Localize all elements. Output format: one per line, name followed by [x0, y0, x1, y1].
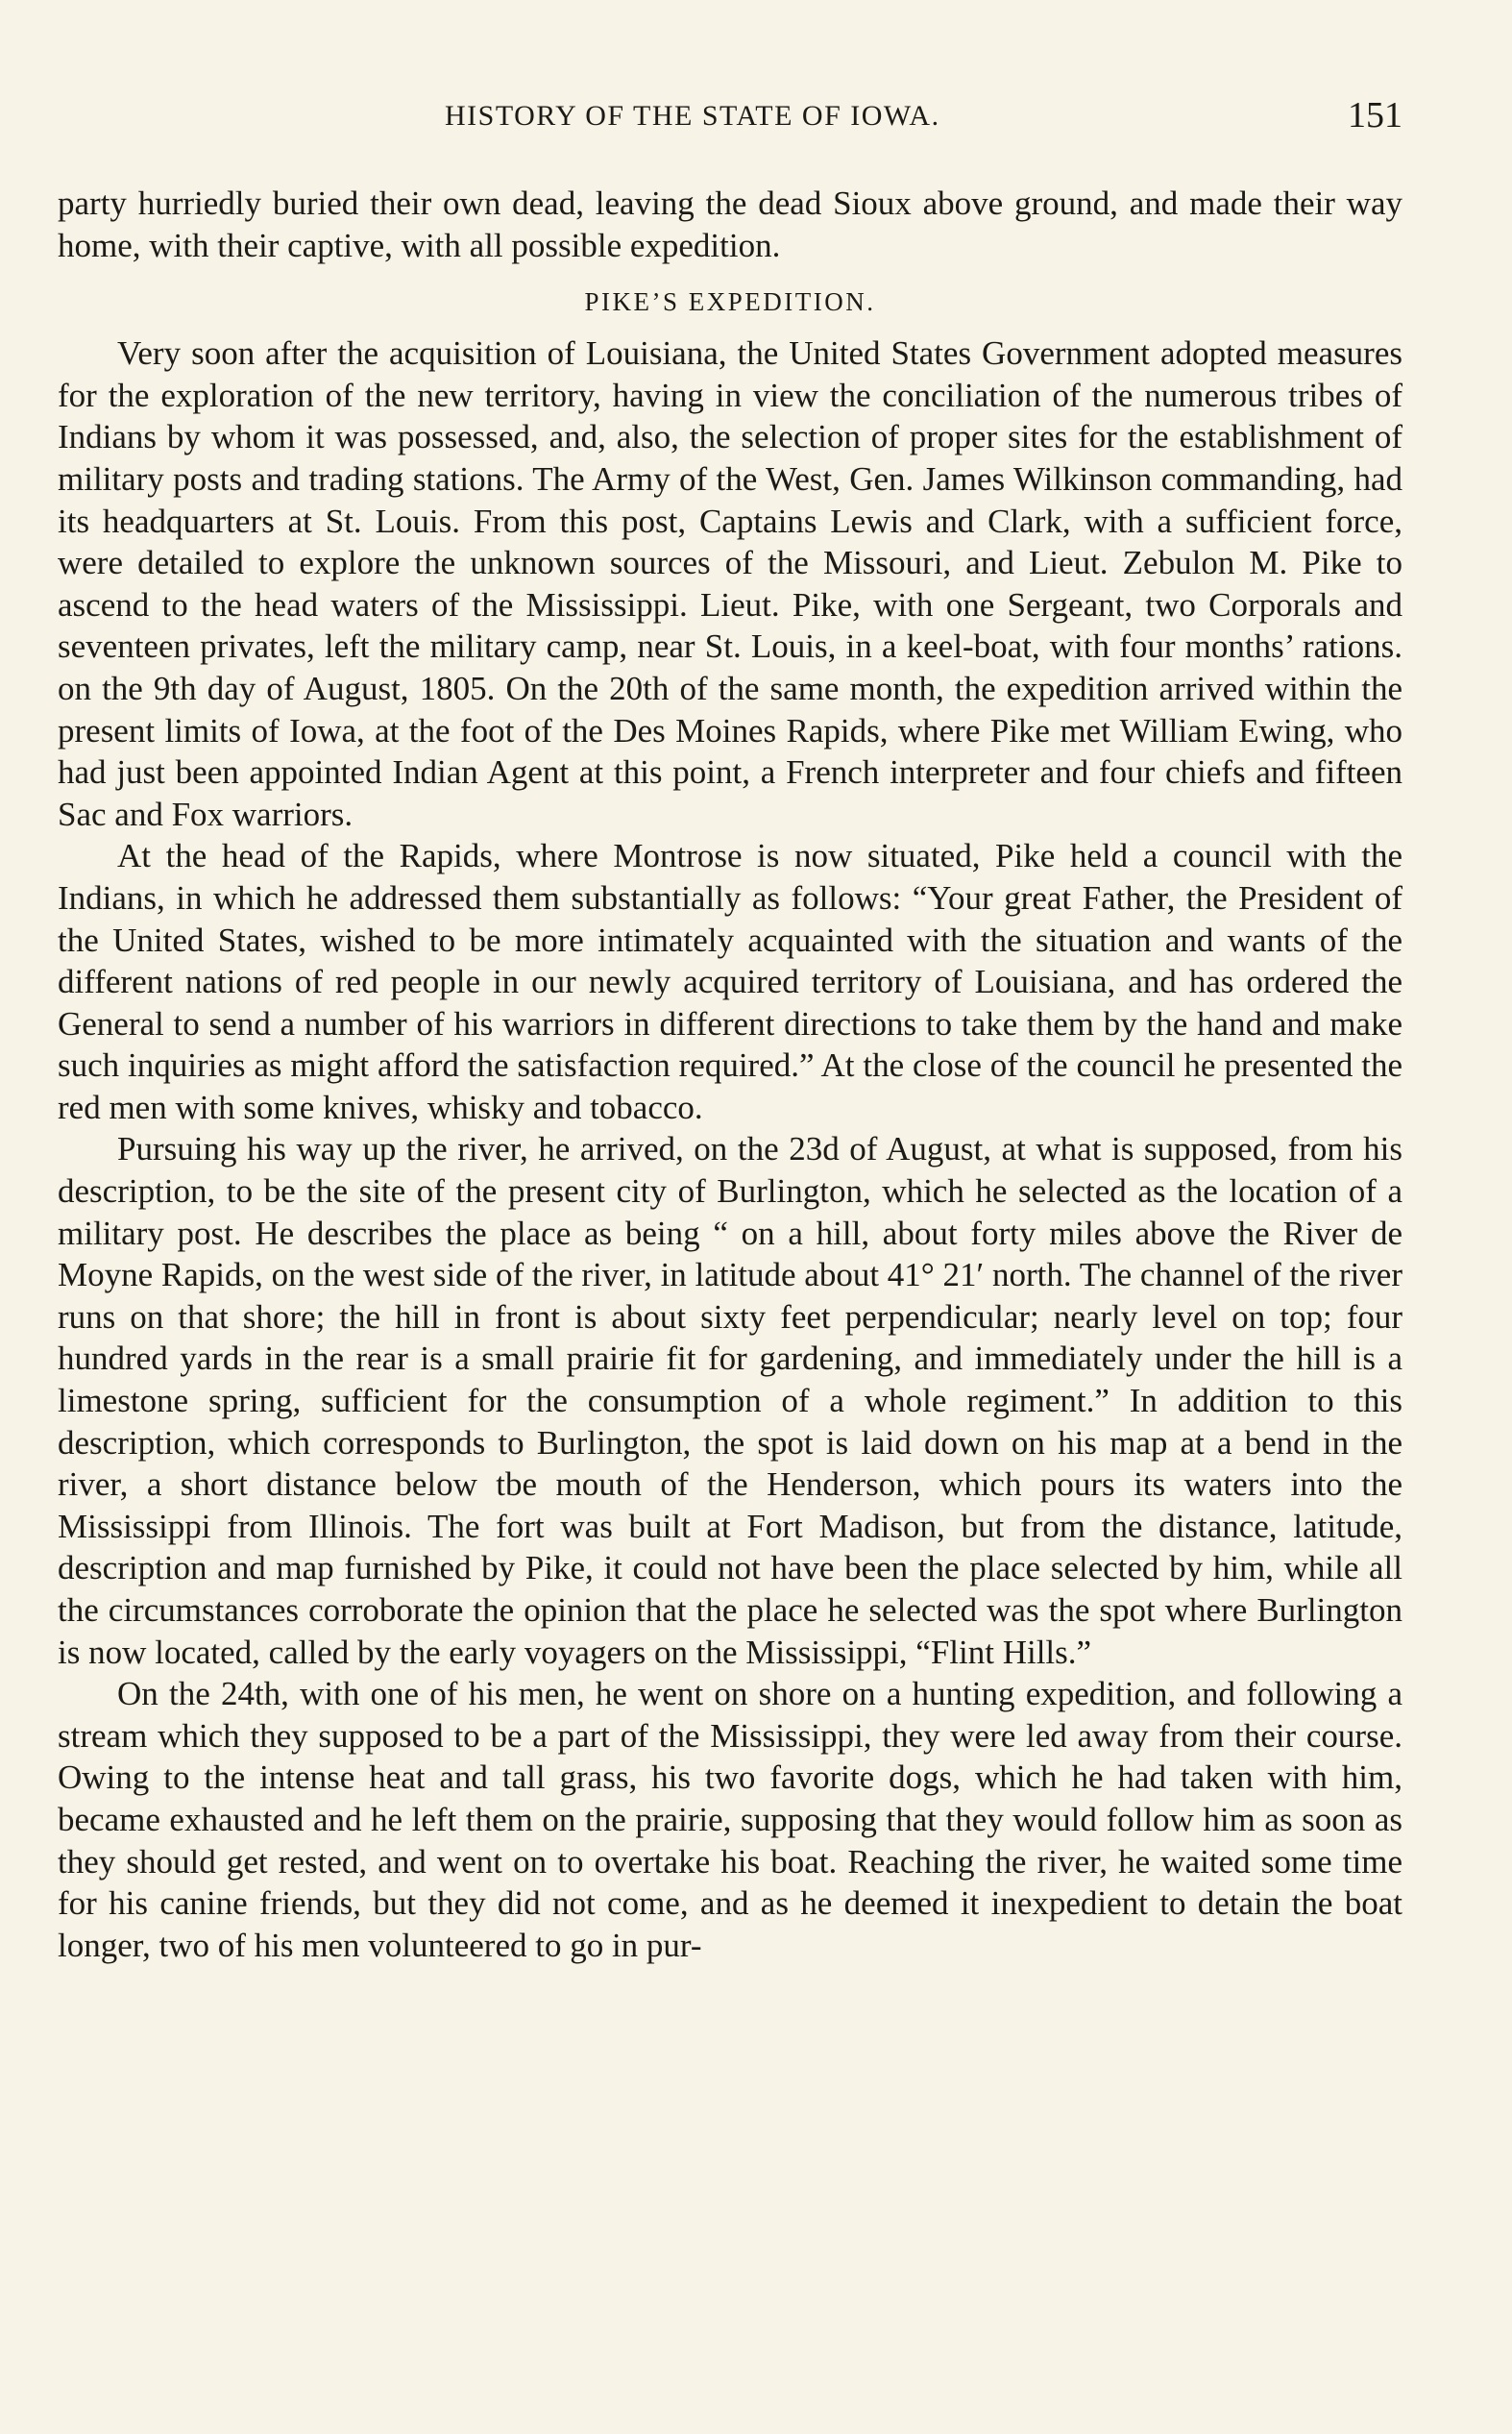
- paragraph-burlington: Pursuing his way up the river, he arrived, on the 23d of August, at what is supposed, from his description, to be the site of the present city of Burlington, which he selected as the location of a military post. He describes the place as being “ on a hill, about forty miles above the River de Moyne Rapids, on the west side of the river, in latitude about 41° 21′ north. The channel of the river runs on that shore; the hill in front is about sixty feet perpendicular; nearly level on top; four hundred yards in the rear is a small prairie fit for gardening, and immediately under the hill is a limestone spring, sufficient for the consumption of a whole regiment.” In addition to this description, which corresponds to Burlington, the spot is laid down on his map at a bend in the river, a short distance below tbe mouth of the Henderson, which pours its waters into the Mississippi from Illinois. The fort was built at Fort Madison, but from the distance, latitude, description and map furnished by Pike, it could not have been the place selected by him, while all the circumstances corroborate the opinion that the place he selected was the spot where Burlington is now located, called by the early voyagers on the Mississippi, “Flint Hills.”: [58, 1130, 1402, 1671]
- paragraph-hunting: On the 24th, with one of his men, he went on shore on a hunting expedition, and following a stream which they supposed to be a part of the Mississippi, they were led away from their course. Owing to the intense heat and tall grass, his two favorite dogs, which he had taken with him, became exhausted and he left them on the prairie, supposing that they would follow him as soon as they should get rested, and went on to overtake his boat. Reaching the river, he waited some time for his canine friends, but they did not come, and as he deemed it inexpedient to detain the boat longer, two of his men volunteered to go in pur-: [58, 1675, 1402, 1964]
- section-heading: PIKE’S EXPEDITION.: [584, 287, 876, 317]
- paragraph-acquisition: Very soon after the acquisition of Louisiana, the United States Government adopted measures for the exploration of the new territory, having in view the conciliation of the numerous tribes of Indians by whom it was possessed, and, also, the selection of proper sites for the establishment of military posts and trading stations. The Army of the West, Gen. James Wilkinson commanding, had its headquarters at St. Louis. From this post, Captains Lewis and Clark, with a sufficient force, were detailed to explore the unknown sources of the Missouri, and Lieut. Zebulon M. Pike to ascend to the head waters of the Mississippi. Lieut. Pike, with one Sergeant, two Corporals and seventeen privates, left the military camp, near St. Louis, in a keel-boat, with four months’ rations. on the 9th day of August, 1805. On the 20th of the same month, the expedition arrived within the present limits of Iowa, at the foot of the Des Moines Rapids, where Pike met William Ewing, who had just been appointed Indian Agent at this point, a French interpreter and four chiefs and fifteen Sac and Fox warriors.: [58, 334, 1402, 833]
- continuation-paragraph: party hurriedly buried their own dead, leaving the dead Sioux above ground, and made their way home, with their captive, with all possible expedition.: [58, 184, 1402, 264]
- running-title: HISTORY OF THE STATE OF IOWA.: [445, 100, 940, 132]
- paragraph-council: At the head of the Rapids, where Montrose is now situated, Pike held a council with the Indians, in which he addressed them substantially as follows: “Your great Father, the President of the United States, wished to be more intimately acquainted with the situation and wants of the different nations of red people in our newly acquired territory of Louisiana, and has ordered the General to send a number of his warriors in different directions to take them by the hand and make such inquiries as might afford the satisfaction required.” At the close of the council he presented the red men with some knives, whisky and tobacco.: [58, 837, 1402, 1126]
- body-text: [58, 183, 1402, 1966]
- page-number: 151: [1348, 95, 1402, 135]
- running-head: [58, 94, 1402, 152]
